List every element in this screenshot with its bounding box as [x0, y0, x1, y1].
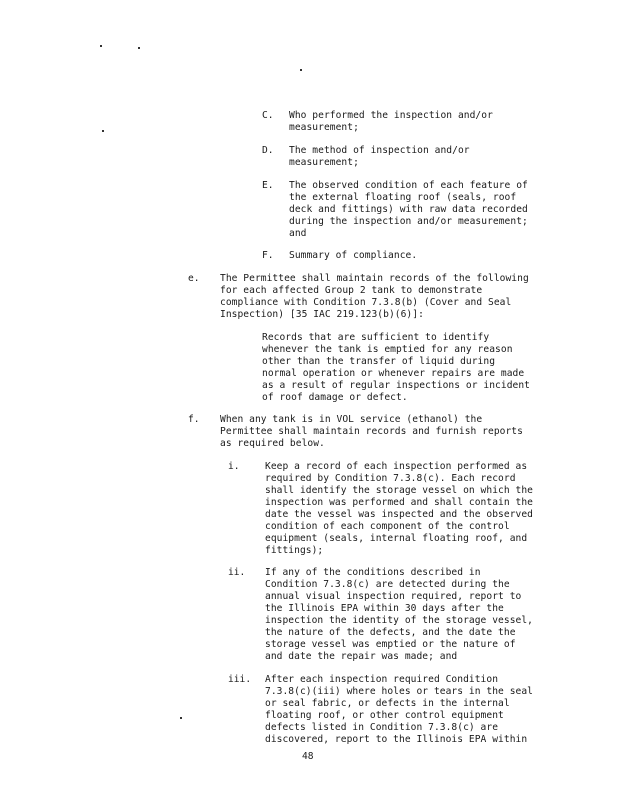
- text-line: the external floating roof (seals, roof: [289, 192, 517, 203]
- item-marker: D.: [262, 145, 274, 156]
- text-line: inspection the identity of the storage vessel,: [265, 615, 533, 626]
- text-line: for each affected Group 2 tank to demonstrate: [220, 285, 483, 296]
- text-line: Keep a record of each inspection performed as: [265, 461, 528, 472]
- scan-speck: [102, 130, 104, 132]
- text-line: as required below.: [220, 438, 325, 449]
- text-line: inspection was performed and shall contain the: [265, 497, 533, 508]
- text-line: Condition 7.3.8(c) are detected during the: [265, 579, 510, 590]
- text-line: annual visual inspection required, report to: [265, 591, 522, 602]
- text-line: fittings);: [265, 545, 324, 556]
- item-marker: ii.: [228, 567, 246, 578]
- text-line: After each inspection required Condition: [265, 674, 499, 685]
- item-marker: F.: [262, 250, 274, 261]
- scan-speck: [180, 717, 182, 719]
- text-line: If any of the conditions described in: [265, 567, 481, 578]
- text-line: discovered, report to the Illinois EPA within: [265, 734, 528, 745]
- item-marker: E.: [262, 180, 274, 191]
- page-number: 48: [302, 751, 314, 762]
- scan-speck: [100, 45, 102, 47]
- text-line: When any tank is in VOL service (ethanol) the: [220, 414, 483, 425]
- text-line: storage vessel was emptied or the nature of: [265, 639, 516, 650]
- text-line: The Permittee shall maintain records of the following: [220, 273, 529, 284]
- text-line: the nature of the defects, and the date the: [265, 627, 516, 638]
- text-line: 7.3.8(c)(iii) where holes or tears in the seal: [265, 686, 533, 697]
- item-marker: i.: [228, 461, 240, 472]
- text-line: defects listed in Condition 7.3.8(c) are: [265, 722, 499, 733]
- item-marker: e.: [188, 273, 200, 284]
- text-line: other than the transfer of liquid during: [262, 356, 496, 367]
- text-line: during the inspection and/or measurement;: [289, 216, 528, 227]
- text-line: condition of each component of the control: [265, 521, 510, 532]
- text-line: measurement;: [289, 157, 359, 168]
- text-line: whenever the tank is emptied for any reason: [262, 344, 513, 355]
- text-line: Permittee shall maintain records and furnish reports: [220, 426, 523, 437]
- scan-speck: [300, 69, 302, 71]
- item-marker: C.: [262, 110, 274, 121]
- text-line: or seal fabric, or defects in the internal: [265, 698, 510, 709]
- text-line: the Illinois EPA within 30 days after the: [265, 603, 504, 614]
- text-line: as a result of regular inspections or incident: [262, 380, 530, 391]
- text-line: Records that are sufficient to identify: [262, 332, 490, 343]
- text-line: measurement;: [289, 122, 359, 133]
- item-marker: iii.: [228, 674, 252, 685]
- text-line: Inspection) [35 IAC 219.123(b)(6)]:: [220, 309, 424, 320]
- text-line: Summary of compliance.: [289, 250, 418, 261]
- text-line: of roof damage or defect.: [262, 392, 408, 403]
- text-line: and date the repair was made; and: [265, 651, 458, 662]
- text-line: compliance with Condition 7.3.8(b) (Cover and Seal: [220, 297, 512, 308]
- text-line: floating roof, or other control equipment: [265, 710, 504, 721]
- scan-speck: [138, 47, 140, 49]
- text-line: required by Condition 7.3.8(c). Each record: [265, 473, 516, 484]
- text-line: date the vessel was inspected and the observed: [265, 509, 533, 520]
- text-line: deck and fittings) with raw data recorded: [289, 204, 528, 215]
- text-line: The method of inspection and/or: [289, 145, 470, 156]
- text-line: shall identify the storage vessel on which the: [265, 485, 533, 496]
- text-line: and: [289, 228, 307, 239]
- text-line: The observed condition of each feature of: [289, 180, 528, 191]
- text-line: Who performed the inspection and/or: [289, 110, 493, 121]
- text-line: normal operation or whenever repairs are made: [262, 368, 525, 379]
- text-line: equipment (seals, internal floating roof, and: [265, 533, 528, 544]
- item-marker: f.: [188, 414, 200, 425]
